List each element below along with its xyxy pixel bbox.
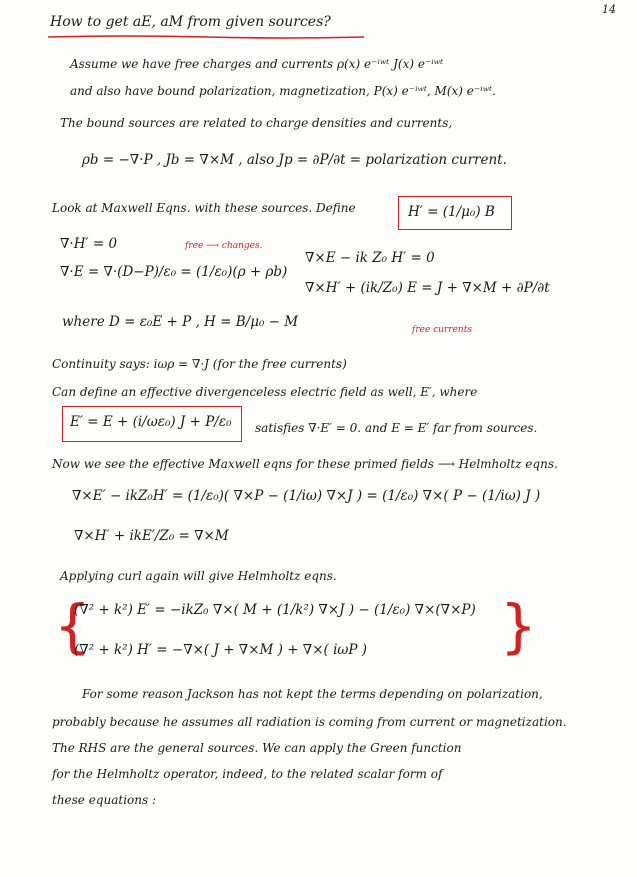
- free-currents-note: free currents: [412, 325, 472, 335]
- div-h-equation: ∇·H′ = 0: [60, 236, 118, 252]
- bound-source-equations: ρb = −∇·P , Jb = ∇×M , also Jp = ∂P/∂t = polarization current.: [82, 152, 507, 168]
- paragraph-line-3: The RHS are the general sources. We can apply the Green function: [52, 741, 462, 755]
- left-brace: {: [54, 592, 91, 660]
- effective-eq-1: ∇×E′ − ikZ₀H′ = (1/ε₀)( ∇×P − (1/iω) ∇×J ) = (1/ε₀) ∇×( P − (1/iω) J ): [72, 488, 541, 504]
- applying-line: Applying curl again will give Helmholtz eqns.: [60, 569, 337, 583]
- paragraph-line-2: probably because he assumes all radiation is coming from current or magnetization.: [52, 715, 567, 729]
- satisfies-line: satisfies ∇·E′ = 0. and E = E′ far from sources.: [255, 421, 538, 435]
- define-h-equation: H′ = (1/μ₀) B: [408, 204, 495, 220]
- page-title: How to get aE, aM from given sources?: [50, 14, 331, 30]
- paragraph-line-5: these equations :: [52, 793, 157, 807]
- page-number: 14: [602, 3, 616, 16]
- where-d-equation: where D = ε₀E + P , H = B/μ₀ − M: [62, 314, 299, 330]
- helmholtz-eq-h: (∇² + k²) H′ = −∇×( J + ∇×M ) + ∇×( iωP ): [74, 642, 368, 658]
- e-prime-definition: E′ = E + (i/ωε₀) J + P/ε₀: [70, 414, 232, 430]
- effective-eq-2: ∇×H′ + ikE′/Z₀ = ∇×M: [74, 528, 229, 544]
- helmholtz-eq-e: (∇² + k²) E′ = −ikZ₀ ∇×( M + (1/k²) ∇×J ) − (1/ε₀) ∇×(∇×P): [74, 602, 476, 618]
- paragraph-line-1: For some reason Jackson has not kept the terms depending on polarization,: [82, 687, 543, 701]
- assume-line: Assume we have free charges and currents ρ(x) e⁻ⁱʷᵗ J(x) e⁻ⁱʷᵗ: [70, 57, 444, 71]
- free-changes-note: free ⟶ changes.: [185, 241, 263, 251]
- look-maxwell-line: Look at Maxwell Eqns. with these sources. Define: [52, 201, 356, 215]
- curl-h-equation: ∇×H′ + (ik/Z₀) E = J + ∇×M + ∂P/∂t: [305, 280, 550, 296]
- bound-related-line: The bound sources are related to charge densities and currents,: [60, 116, 453, 130]
- paragraph-line-4: for the Helmholtz operator, indeed, to the related scalar form of: [52, 767, 443, 781]
- title-underline: [46, 34, 366, 40]
- bound-polarization-line: and also have bound polarization, magnetization, P(x) e⁻ⁱʷᵗ, M(x) e⁻ⁱʷᵗ.: [70, 84, 496, 98]
- continuity-line: Continuity says: iωρ = ∇·J (for the free currents): [52, 357, 347, 371]
- curl-e-equation: ∇×E − ik Z₀ H′ = 0: [305, 250, 435, 266]
- right-brace: }: [500, 592, 537, 660]
- can-define-line: Can define an effective divergenceless electric field as well, E′, where: [52, 385, 478, 399]
- div-e-equation: ∇·E = ∇·(D−P)/ε₀ = (1/ε₀)(ρ + ρb): [60, 264, 288, 280]
- now-see-line: Now we see the effective Maxwell eqns for these primed fields ⟶ Helmholtz eqns.: [52, 457, 558, 471]
